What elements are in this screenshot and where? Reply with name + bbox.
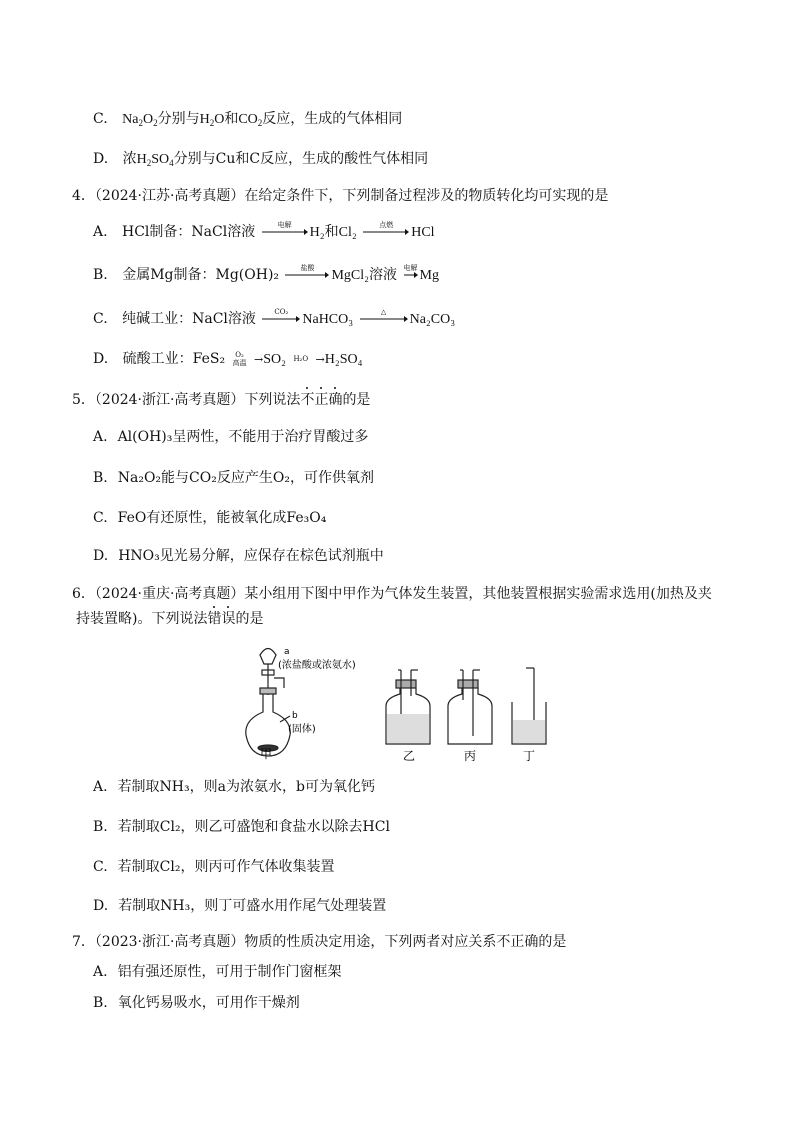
option-text: 分别与: [157, 111, 200, 127]
option-text: 铝有强还原性，可用于制作门窗框架: [117, 964, 342, 980]
q4-stem: 4．（2024·江苏·高考真题）在给定条件下，下列制备过程涉及的物质转化均可实现的是: [72, 188, 609, 204]
option-text: NaHCO₃: [302, 312, 354, 327]
arrow-condition: H₂O: [293, 355, 309, 363]
option-text: Mg: [419, 268, 439, 283]
fig-label-b: b: [292, 711, 298, 721]
arrow-condition: △: [380, 308, 387, 316]
q4-option-d: D. 硫酸工业：FeS₂ O₂ 高温 →SO₂ H₂O →H₂SO₄: [93, 351, 363, 367]
formula-part: Na: [122, 112, 139, 127]
q3-option-c: [93, 109, 402, 133]
option-letter: B.: [93, 267, 108, 283]
option-text: 若制取NH₃，则丁可盛水用作尾气处理装置: [118, 898, 387, 914]
formula-sub: 2: [138, 118, 143, 128]
fig-label-a-note: (浓盐酸或浓氨水): [278, 660, 356, 671]
bottle-yi: [386, 670, 430, 744]
fig-label-ding: 丁: [523, 749, 536, 763]
q7-option-b: [93, 993, 300, 1013]
beaker-ding: [512, 668, 546, 744]
reaction-arrow: [262, 221, 308, 236]
q4-option-a: [93, 222, 435, 243]
option-text: 浓: [122, 151, 137, 167]
option-letter: D.: [93, 548, 109, 564]
q4-option-c: [93, 309, 455, 330]
option-letter: A.: [93, 779, 108, 795]
option-letter: D.: [93, 898, 109, 914]
arrow-condition: 电解: [277, 221, 292, 229]
option-text: H₂和Cl₂: [309, 225, 357, 240]
formula-part: O: [214, 112, 225, 127]
apparatus-figure: [240, 640, 560, 765]
option-letter: C.: [93, 111, 108, 127]
option-letter: A.: [93, 964, 108, 980]
q5-option-a: [93, 427, 368, 447]
option-text: 反应，生成的气体相同: [262, 111, 403, 127]
reaction-arrow: [233, 351, 247, 367]
q6-stem-line2: [76, 609, 263, 629]
q6-option-a: [93, 777, 375, 797]
q6-option-d: [93, 896, 386, 916]
formula-part: SO: [151, 152, 170, 167]
arrow-condition: 高温: [232, 359, 247, 367]
formula-sub: 2: [153, 118, 158, 128]
option-text: FeO有还原性，能被氧化成Fe₃O₄: [117, 510, 327, 526]
bottle-bing: [448, 670, 492, 744]
option-text: SO₂: [263, 352, 286, 367]
option-letter: A.: [93, 429, 108, 445]
emphasis-char: 正: [314, 392, 329, 408]
option-text: HCl制备：NaCl溶液: [122, 224, 256, 240]
q5-stem: [72, 390, 370, 410]
option-letter: C.: [93, 311, 108, 327]
arrow-condition: O₂: [235, 351, 244, 359]
formula-sub: 2: [146, 158, 152, 168]
option-text: 若制取Cl₂，则乙可盛饱和食盐水以除去HCl: [117, 819, 390, 835]
formula-part: H: [199, 112, 210, 127]
q3-option-d: [93, 149, 428, 173]
reaction-arrow: [363, 221, 409, 236]
q5-option-c: [93, 508, 326, 528]
stem-text: 5．（2024·浙江·高考真题）下列说法: [72, 392, 301, 408]
fig-label-bing: 丙: [464, 749, 477, 763]
option-text: Na₂CO₃: [409, 312, 456, 327]
option-letter: B.: [93, 819, 108, 835]
option-text: Na₂O₂能与CO₂反应产生O₂，可作供氧剂: [117, 470, 374, 486]
option-text: HNO₃见光易分解，应保存在棕色试剂瓶中: [118, 548, 384, 564]
option-text: 硫酸工业：FeS₂: [122, 351, 226, 367]
fig-label-yi: 乙: [403, 749, 416, 763]
fig-label-b-note: (固体): [288, 724, 316, 735]
q6-option-c: [93, 857, 334, 877]
reaction-arrow: [360, 308, 408, 323]
formula-sub: 4: [169, 158, 174, 168]
arrow-condition: 点燃: [379, 221, 394, 229]
emphasis-char: 误: [221, 611, 236, 627]
option-text: MgCl₂溶液: [331, 268, 398, 283]
reaction-arrow: [293, 355, 308, 363]
q6-stem-line1: 6．（2024·重庆·高考真题）某小组用下图中甲作为气体发生装置，其他装置根据实验需求选用(加热及夹: [72, 586, 712, 602]
option-text: 分别与Cu和C反应，生成的酸性气体相同: [173, 151, 429, 167]
option-text: 纯碱工业：NaCl溶液: [122, 311, 256, 327]
option-letter: B.: [93, 470, 108, 486]
arrow-condition: 电解: [403, 264, 418, 272]
arrow-condition: 盐酸: [300, 264, 315, 272]
option-letter: C.: [93, 859, 108, 875]
emphasis-char: 不: [300, 392, 315, 408]
option-letter: C.: [93, 510, 108, 526]
option-text: 若制取NH₃，则a为浓氨水，b可为氧化钙: [117, 779, 375, 795]
formula-part: O: [142, 112, 154, 127]
option-letter: D.: [93, 151, 109, 167]
option-text: 和: [224, 111, 239, 127]
formula-part: H: [136, 152, 147, 167]
option-letter: A.: [93, 224, 108, 240]
reaction-arrow: [403, 264, 418, 279]
formula-part: CO: [238, 112, 258, 127]
reaction-arrow: [262, 308, 300, 323]
option-text: 金属Mg制备：Mg(OH)₂: [122, 267, 280, 283]
option-text: HCl: [411, 225, 435, 240]
option-letter: B.: [93, 995, 108, 1011]
q6-option-b: [93, 817, 390, 837]
q4-option-b: [93, 265, 439, 286]
emphasis-char: 错: [207, 611, 222, 627]
q5-option-d: [93, 546, 384, 566]
fig-label-jia: 甲: [260, 747, 273, 761]
formula-sub: 2: [257, 118, 263, 128]
fig-label-a: a: [284, 647, 290, 657]
q7-option-a: [93, 962, 342, 982]
q7-stem: 7．（2023·浙江·高考真题）物质的性质决定用途，下列两者对应关系不正确的是: [72, 934, 567, 950]
option-letter: D.: [93, 351, 109, 367]
option-text: 氧化钙易吸水，可用作干燥剂: [117, 995, 300, 1011]
stem-text: 持装置略)。下列说法: [76, 611, 208, 627]
emphasis-char: 确: [328, 392, 343, 408]
arrow-condition: CO₂: [274, 308, 289, 316]
stem-text: 的是: [342, 392, 371, 408]
option-text: H₂SO₄: [324, 352, 363, 367]
formula-sub: 2: [209, 118, 215, 128]
stem-text: 的是: [235, 611, 264, 627]
option-text: Al(OH)₃呈两性，不能用于治疗胃酸过多: [117, 429, 369, 445]
option-text: 若制取Cl₂，则丙可作气体收集装置: [117, 859, 335, 875]
q5-option-b: [93, 468, 374, 488]
reaction-arrow: [285, 264, 329, 279]
